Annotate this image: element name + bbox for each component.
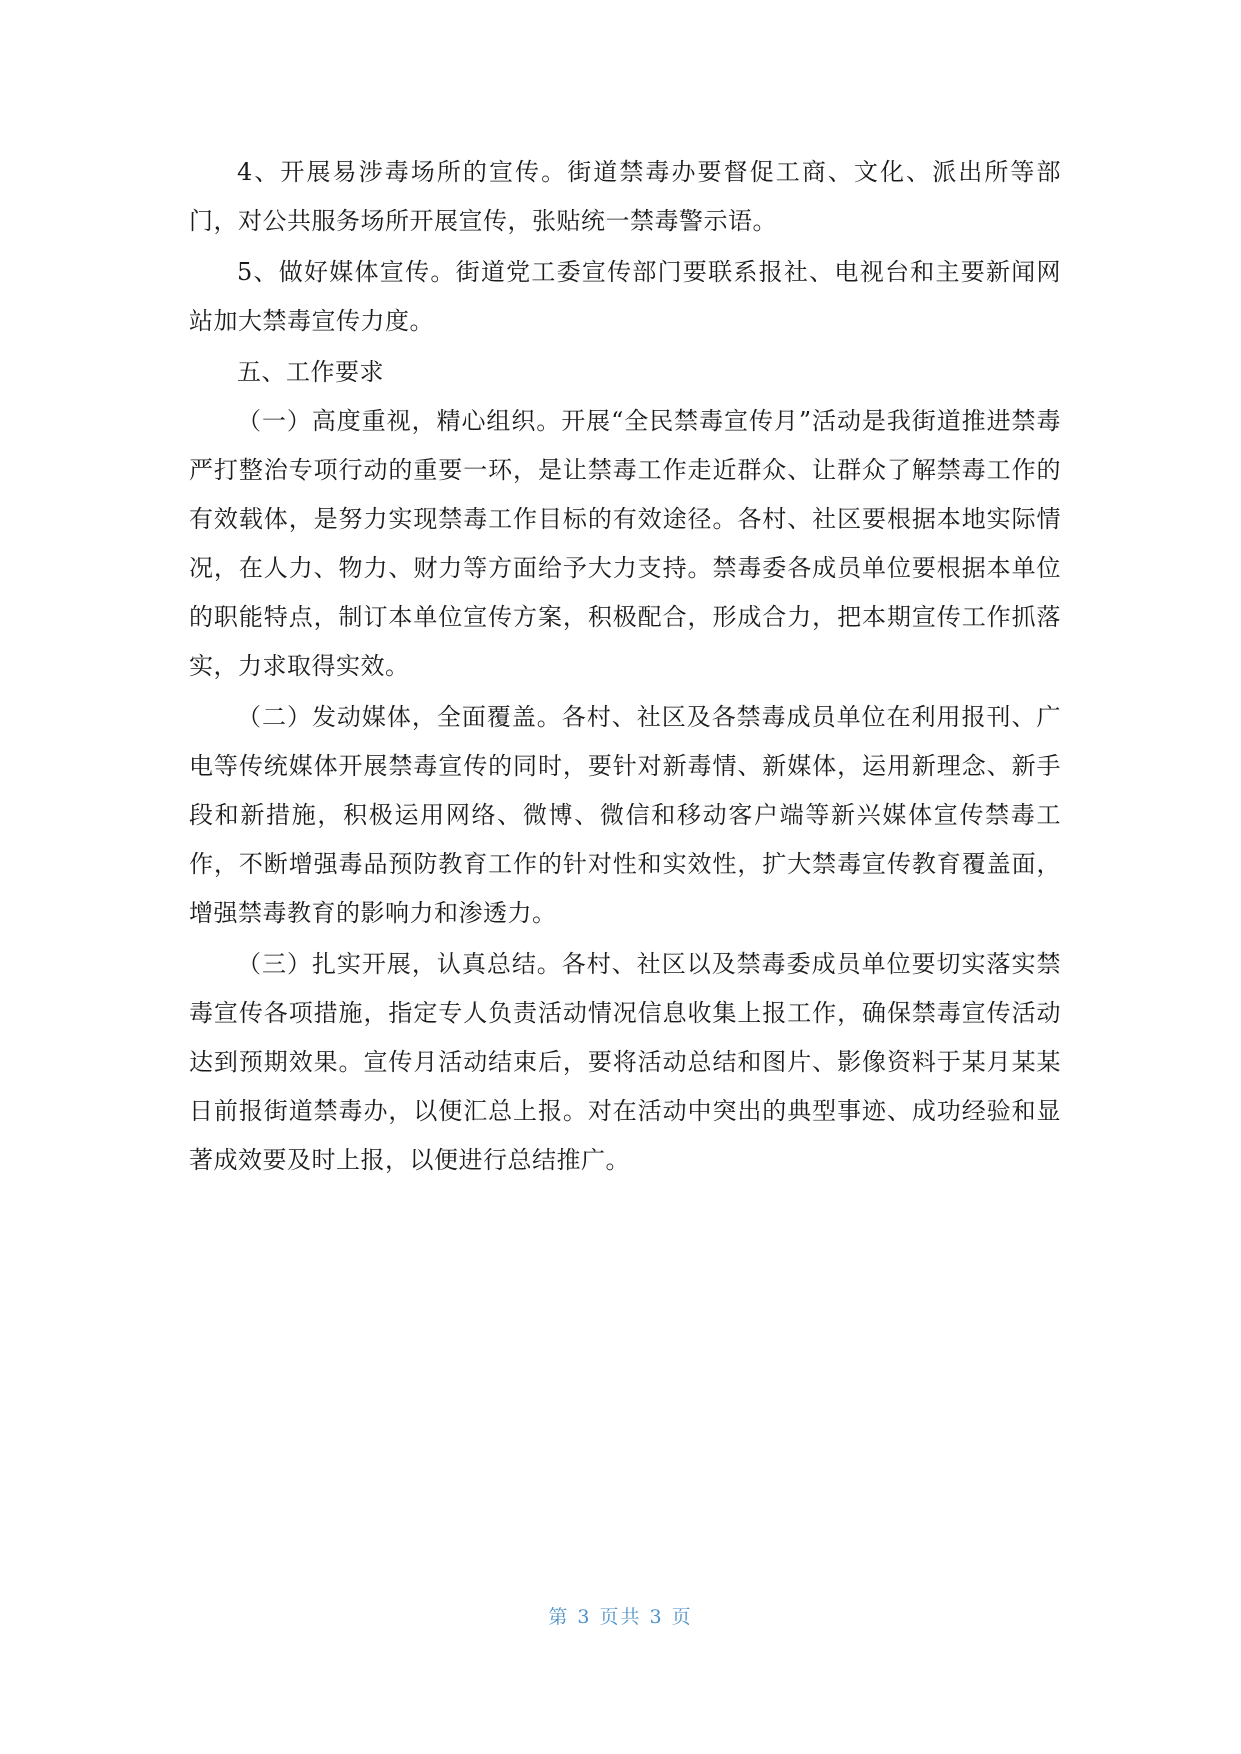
- paragraph-requirement-1: （一）高度重视，精心组织。开展“全民禁毒宣传月”活动是我街道推进禁毒严打整治专项行动的重要一环，是让禁毒工作走近群众、让群众了解禁毒工作的有效载体，是努力实现禁毒工作目标的有效途径。各村、社区要根据本地实际情况，在人力、物力、财力等方面给予大力支持。禁毒委各成员单位要根据本单位的职能特点，制订本单位宣传方案，积极配合，形成合力，把本期宣传工作抓落实，力求取得实效。: [189, 407, 1061, 680]
- section-heading-work-requirements: 五、工作要求: [237, 358, 384, 386]
- paragraph-item-5: 5、做好媒体宣传。街道党工委宣传部门要联系报社、电视台和主要新闻网站加大禁毒宣传力度。: [189, 258, 1061, 335]
- paragraph-requirement-2: （二）发动媒体，全面覆盖。各村、社区及各禁毒成员单位在利用报刊、广电等传统媒体开展禁毒宣传的同时，要针对新毒情、新媒体，运用新理念、新手段和新措施，积极运用网络、微博、微信和移动客户端等新兴媒体宣传禁毒工作，不断增强毒品预防教育工作的针对性和实效性，扩大禁毒宣传教育覆盖面，增强禁毒教育的影响力和渗透力。: [189, 703, 1061, 927]
- paragraph-item-4: 4、开展易涉毒场所的宣传。街道禁毒办要督促工商、文化、派出所等部门，对公共服务场所开展宣传，张贴统一禁毒警示语。: [189, 158, 1061, 235]
- document-body: [189, 148, 1061, 1185]
- page-footer: [0, 1602, 1241, 1629]
- paragraph-requirement-3: （三）扎实开展，认真总结。各村、社区以及禁毒委成员单位要切实落实禁毒宣传各项措施，指定专人负责活动情况信息收集上报工作，确保禁毒宣传活动达到预期效果。宣传月活动结束后，要将活动总结和图片、影像资料于某月某某日前报街道禁毒办，以便汇总上报。对在活动中突出的典型事迹、成功经验和显著成效要及时上报，以便进行总结推广。: [189, 950, 1061, 1174]
- page-number-label: 第 3 页共 3 页: [548, 1606, 693, 1628]
